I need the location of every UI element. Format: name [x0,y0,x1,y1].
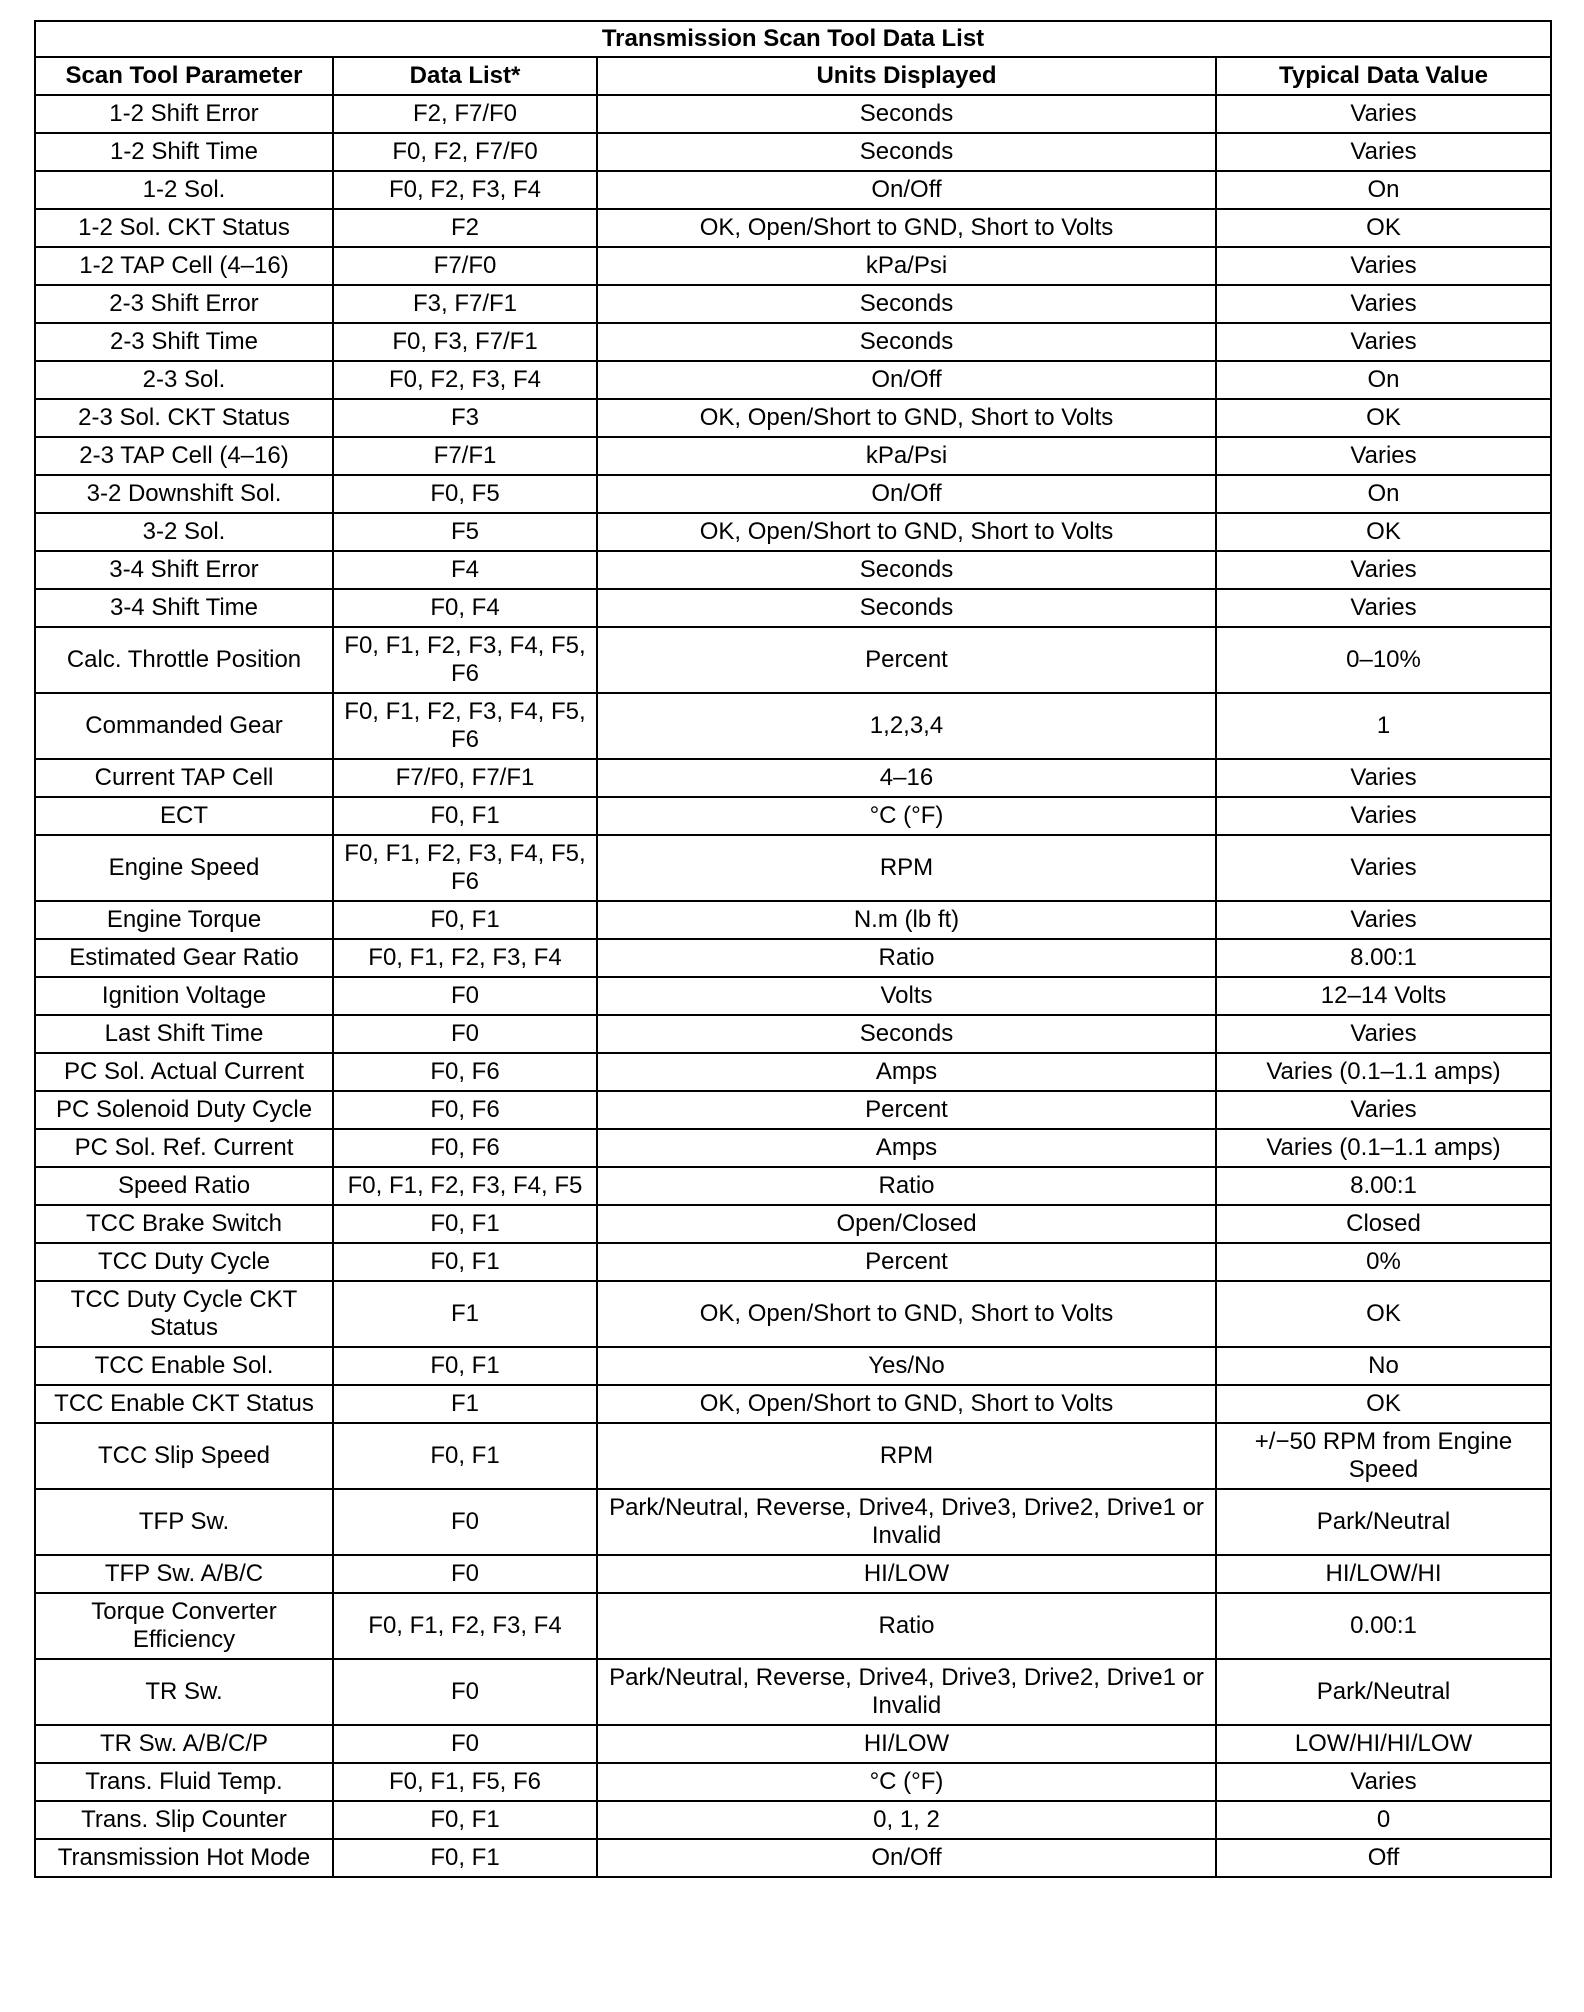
units-cell: OK, Open/Short to GND, Short to Volts [597,209,1216,247]
units-cell: °C (°F) [597,797,1216,835]
typical-value-cell: Closed [1216,1205,1551,1243]
table-row [35,285,1551,323]
units-cell: OK, Open/Short to GND, Short to Volts [597,513,1216,551]
typical-value-cell: Varies [1216,835,1551,901]
table-row [35,1167,1551,1205]
parameter-cell: TCC Slip Speed [35,1423,333,1489]
data-list-cell: F2 [333,209,597,247]
parameter-cell: Commanded Gear [35,693,333,759]
parameter-cell: TCC Duty Cycle CKT Status [35,1281,333,1347]
parameter-cell: PC Sol. Actual Current [35,1053,333,1091]
data-list-cell: F0, F1 [333,1347,597,1385]
table-row [35,1015,1551,1053]
parameter-cell: Engine Speed [35,835,333,901]
typical-value-cell: Varies [1216,797,1551,835]
data-list-cell: F7/F0, F7/F1 [333,759,597,797]
typical-value-cell: OK [1216,513,1551,551]
typical-value-cell: 0–10% [1216,627,1551,693]
table-row [35,901,1551,939]
parameter-cell: Transmission Hot Mode [35,1839,333,1877]
table-row [35,247,1551,285]
data-list-cell: F0, F1, F2, F3, F4, F5, F6 [333,627,597,693]
parameter-cell: TR Sw. [35,1659,333,1725]
data-list-cell: F0 [333,1015,597,1053]
units-cell: HI/LOW [597,1725,1216,1763]
data-list-cell: F0, F6 [333,1091,597,1129]
data-list-cell: F1 [333,1281,597,1347]
parameter-cell: 2-3 Sol. [35,361,333,399]
units-cell: Seconds [597,551,1216,589]
parameter-cell: Ignition Voltage [35,977,333,1015]
parameter-cell: 1-2 Shift Time [35,133,333,171]
units-cell: On/Off [597,361,1216,399]
table-header-row [35,57,1551,95]
typical-value-cell: 1 [1216,693,1551,759]
typical-value-cell: Park/Neutral [1216,1659,1551,1725]
parameter-cell: 2-3 TAP Cell (4–16) [35,437,333,475]
units-cell: OK, Open/Short to GND, Short to Volts [597,1385,1216,1423]
typical-value-cell: OK [1216,209,1551,247]
parameter-cell: Trans. Slip Counter [35,1801,333,1839]
units-cell: Percent [597,1091,1216,1129]
typical-value-cell: 8.00:1 [1216,1167,1551,1205]
units-cell: Seconds [597,95,1216,133]
parameter-cell: 1-2 TAP Cell (4–16) [35,247,333,285]
data-list-cell: F0, F1 [333,1243,597,1281]
parameter-cell: 1-2 Sol. CKT Status [35,209,333,247]
data-list-cell: F0, F1, F2, F3, F4, F5, F6 [333,835,597,901]
typical-value-cell: +/−50 RPM from Engine Speed [1216,1423,1551,1489]
units-cell: Park/Neutral, Reverse, Drive4, Drive3, Drive2, Drive1 or Invalid [597,1489,1216,1555]
table-row [35,1385,1551,1423]
units-cell: 1,2,3,4 [597,693,1216,759]
data-list-cell: F4 [333,551,597,589]
parameter-cell: 1-2 Sol. [35,171,333,209]
table-title: Transmission Scan Tool Data List [35,21,1551,57]
data-list-cell: F0, F4 [333,589,597,627]
parameter-cell: Current TAP Cell [35,759,333,797]
data-list-cell: F0, F2, F3, F4 [333,361,597,399]
parameter-cell: PC Solenoid Duty Cycle [35,1091,333,1129]
parameter-cell: TR Sw. A/B/C/P [35,1725,333,1763]
typical-value-cell: Varies [1216,1091,1551,1129]
table-row [35,1763,1551,1801]
units-cell: Seconds [597,285,1216,323]
table-row [35,1091,1551,1129]
typical-value-cell: OK [1216,1281,1551,1347]
header-scan-tool-parameter: Scan Tool Parameter [35,57,333,95]
parameter-cell: 1-2 Shift Error [35,95,333,133]
table-row [35,977,1551,1015]
units-cell: HI/LOW [597,1555,1216,1593]
header-units-displayed: Units Displayed [597,57,1216,95]
table-row [35,589,1551,627]
table-row [35,835,1551,901]
table-row [35,1205,1551,1243]
table-row [35,759,1551,797]
header-data-list: Data List* [333,57,597,95]
parameter-cell: 3-4 Shift Error [35,551,333,589]
table-row [35,1243,1551,1281]
table-row [35,95,1551,133]
table-row [35,1839,1551,1877]
table-row [35,1053,1551,1091]
typical-value-cell: OK [1216,399,1551,437]
table-row [35,513,1551,551]
typical-value-cell: Varies [1216,323,1551,361]
units-cell: Percent [597,1243,1216,1281]
typical-value-cell: Varies [1216,759,1551,797]
parameter-cell: TFP Sw. [35,1489,333,1555]
data-list-cell: F0, F1, F2, F3, F4 [333,1593,597,1659]
units-cell: N.m (lb ft) [597,901,1216,939]
table-row [35,551,1551,589]
units-cell: On/Off [597,171,1216,209]
typical-value-cell: Varies [1216,133,1551,171]
units-cell: Ratio [597,1593,1216,1659]
parameter-cell: 3-4 Shift Time [35,589,333,627]
data-list-cell: F0, F1 [333,901,597,939]
data-list-cell: F0, F6 [333,1053,597,1091]
units-cell: OK, Open/Short to GND, Short to Volts [597,399,1216,437]
parameter-cell: TCC Brake Switch [35,1205,333,1243]
table-row [35,1347,1551,1385]
parameter-cell: Trans. Fluid Temp. [35,1763,333,1801]
typical-value-cell: OK [1216,1385,1551,1423]
typical-value-cell: Park/Neutral [1216,1489,1551,1555]
units-cell: Seconds [597,133,1216,171]
typical-value-cell: Varies [1216,437,1551,475]
parameter-cell: Last Shift Time [35,1015,333,1053]
units-cell: Ratio [597,1167,1216,1205]
units-cell: kPa/Psi [597,437,1216,475]
typical-value-cell: Varies [1216,1763,1551,1801]
data-list-cell: F3, F7/F1 [333,285,597,323]
typical-value-cell: Varies [1216,1015,1551,1053]
table-title-row [35,21,1551,57]
table-row [35,1129,1551,1167]
data-list-cell: F2, F7/F0 [333,95,597,133]
table-row [35,1725,1551,1763]
data-list-cell: F0, F1 [333,1801,597,1839]
typical-value-cell: 0.00:1 [1216,1593,1551,1659]
units-cell: Seconds [597,323,1216,361]
parameter-cell: 3-2 Sol. [35,513,333,551]
data-list-cell: F0, F2, F3, F4 [333,171,597,209]
units-cell: Seconds [597,589,1216,627]
parameter-cell: ECT [35,797,333,835]
units-cell: Amps [597,1129,1216,1167]
data-list-cell: F0, F3, F7/F1 [333,323,597,361]
data-list-cell: F0, F1, F2, F3, F4, F5 [333,1167,597,1205]
data-list-cell: F0, F6 [333,1129,597,1167]
parameter-cell: TCC Enable Sol. [35,1347,333,1385]
typical-value-cell: 8.00:1 [1216,939,1551,977]
parameter-cell: 3-2 Downshift Sol. [35,475,333,513]
units-cell: 4–16 [597,759,1216,797]
parameter-cell: TCC Duty Cycle [35,1243,333,1281]
scan-tool-data-table [34,20,1552,1878]
parameter-cell: 2-3 Sol. CKT Status [35,399,333,437]
units-cell: Amps [597,1053,1216,1091]
parameter-cell: Calc. Throttle Position [35,627,333,693]
data-list-cell: F7/F0 [333,247,597,285]
table-row [35,1423,1551,1489]
data-list-cell: F1 [333,1385,597,1423]
table-row [35,1555,1551,1593]
data-list-cell: F0, F1, F2, F3, F4 [333,939,597,977]
table-row [35,171,1551,209]
parameter-cell: Estimated Gear Ratio [35,939,333,977]
data-list-cell: F7/F1 [333,437,597,475]
typical-value-cell: Varies [1216,285,1551,323]
units-cell: RPM [597,1423,1216,1489]
units-cell: Open/Closed [597,1205,1216,1243]
table-row [35,399,1551,437]
typical-value-cell: Varies [1216,901,1551,939]
table-row [35,797,1551,835]
parameter-cell: TCC Enable CKT Status [35,1385,333,1423]
data-list-cell: F0, F1 [333,1423,597,1489]
table-row [35,361,1551,399]
typical-value-cell: Varies [1216,247,1551,285]
typical-value-cell: Varies [1216,589,1551,627]
typical-value-cell: 0 [1216,1801,1551,1839]
table-row [35,939,1551,977]
data-list-cell: F0 [333,1489,597,1555]
data-list-cell: F0, F1, F2, F3, F4, F5, F6 [333,693,597,759]
table-row [35,475,1551,513]
table-row [35,1659,1551,1725]
table-row [35,1281,1551,1347]
units-cell: Park/Neutral, Reverse, Drive4, Drive3, Drive2, Drive1 or Invalid [597,1659,1216,1725]
parameter-cell: TFP Sw. A/B/C [35,1555,333,1593]
table-row [35,133,1551,171]
units-cell: Volts [597,977,1216,1015]
table-row [35,1489,1551,1555]
data-list-cell: F0, F5 [333,475,597,513]
parameter-cell: Speed Ratio [35,1167,333,1205]
typical-value-cell: On [1216,361,1551,399]
parameter-cell: 2-3 Shift Error [35,285,333,323]
data-list-cell: F0, F1 [333,1205,597,1243]
typical-value-cell: No [1216,1347,1551,1385]
data-list-cell: F0 [333,1725,597,1763]
typical-value-cell: 12–14 Volts [1216,977,1551,1015]
data-list-cell: F3 [333,399,597,437]
data-list-cell: F0 [333,977,597,1015]
data-list-cell: F0 [333,1659,597,1725]
units-cell: Ratio [597,939,1216,977]
parameter-cell: 2-3 Shift Time [35,323,333,361]
typical-value-cell: 0% [1216,1243,1551,1281]
table-row [35,1593,1551,1659]
data-list-cell: F0, F1, F5, F6 [333,1763,597,1801]
table-row [35,693,1551,759]
typical-value-cell: HI/LOW/HI [1216,1555,1551,1593]
units-cell: Seconds [597,1015,1216,1053]
typical-value-cell: Off [1216,1839,1551,1877]
typical-value-cell: On [1216,475,1551,513]
parameter-cell: Engine Torque [35,901,333,939]
units-cell: OK, Open/Short to GND, Short to Volts [597,1281,1216,1347]
units-cell: °C (°F) [597,1763,1216,1801]
units-cell: On/Off [597,475,1216,513]
table-row [35,209,1551,247]
units-cell: RPM [597,835,1216,901]
units-cell: kPa/Psi [597,247,1216,285]
data-list-cell: F0 [333,1555,597,1593]
data-list-cell: F0, F1 [333,797,597,835]
parameter-cell: Torque Converter Efficiency [35,1593,333,1659]
header-typical-data-value: Typical Data Value [1216,57,1551,95]
typical-value-cell: Varies (0.1–1.1 amps) [1216,1129,1551,1167]
data-list-cell: F0, F1 [333,1839,597,1877]
typical-value-cell: Varies [1216,95,1551,133]
table-body [35,95,1551,1877]
units-cell: 0, 1, 2 [597,1801,1216,1839]
table-row [35,627,1551,693]
parameter-cell: PC Sol. Ref. Current [35,1129,333,1167]
units-cell: Percent [597,627,1216,693]
table-row [35,1801,1551,1839]
data-list-cell: F5 [333,513,597,551]
typical-value-cell: LOW/HI/HI/LOW [1216,1725,1551,1763]
units-cell: On/Off [597,1839,1216,1877]
data-list-cell: F0, F2, F7/F0 [333,133,597,171]
typical-value-cell: On [1216,171,1551,209]
table-row [35,437,1551,475]
table-row [35,323,1551,361]
typical-value-cell: Varies (0.1–1.1 amps) [1216,1053,1551,1091]
typical-value-cell: Varies [1216,551,1551,589]
units-cell: Yes/No [597,1347,1216,1385]
